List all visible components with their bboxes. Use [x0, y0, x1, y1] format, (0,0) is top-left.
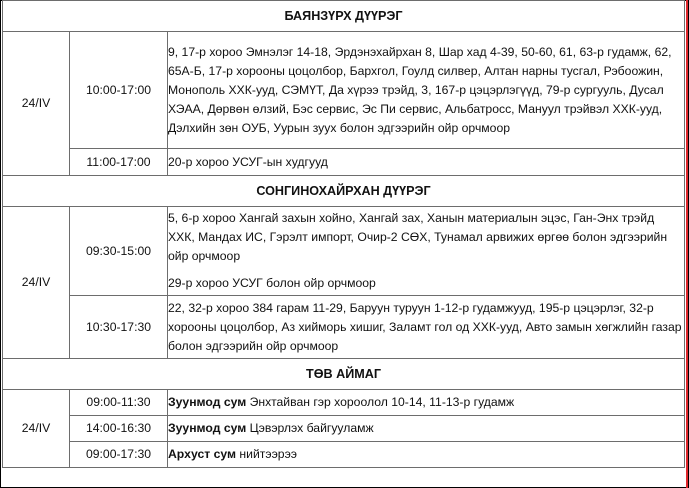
date-cell: 24/IV: [3, 32, 70, 176]
section-header-row: [3, 1, 685, 32]
sum-name: Архуст сум: [168, 447, 237, 461]
location-text: Цэвэрлэх байгууламж: [249, 421, 374, 435]
right-edge-red-line: [686, 0, 688, 488]
table-row: [3, 207, 685, 296]
table-row: [3, 32, 685, 149]
location-cell: [168, 207, 685, 296]
table-row: [3, 416, 685, 442]
section-title: ТӨВ АЙМАГ: [3, 359, 685, 390]
sum-name: Зуунмод сум: [168, 421, 247, 435]
outage-schedule-table: [2, 0, 685, 468]
time-cell: 10:30-17:30: [70, 296, 168, 359]
location-text: 22, 32-р хороо 384 гарам 11-29, Баруун туруун 1-12-р гудамжууд, 195-р цэцэрлэг, 32-р хорооны цоцолбор, Аз хиймoрь хишиг, Заламт гол од ХХК-ууд, Авто замын хөгжлийн газар болон эдгээрийн ойр орчмоор: [168, 300, 682, 353]
date-cell: 24/IV: [3, 390, 70, 468]
location-cell: [168, 442, 685, 468]
table-row: [3, 149, 685, 176]
time-cell: 11:00-17:00: [70, 149, 168, 176]
table-row: [3, 296, 685, 359]
time-cell: 14:00-16:30: [70, 416, 168, 442]
section-title: БАЯНЗҮРХ ДҮҮРЭГ: [3, 1, 685, 32]
table-row: [3, 390, 685, 416]
date-cell: 24/IV: [3, 207, 70, 359]
time-cell: 09:00-17:30: [70, 442, 168, 468]
table-row: [3, 442, 685, 468]
location-text: 5, 6-р хороо Хангай захын хойно, Хангай зах, Ханын материалын эцэс, Ган-Энх трэйд ХХК, Мандах ИС, Гэрэлт импорт, Очир-2 СӨХ, Тунамал арвижих өргөө болон эдгээрийн ойр орчмоор: [168, 211, 668, 263]
location-cell: [168, 149, 685, 176]
time-cell: 09:00-11:30: [70, 390, 168, 416]
location-text: нийтээрээ: [239, 447, 298, 461]
section-header-row: [3, 359, 685, 390]
location-cell: [168, 296, 685, 359]
location-cell: [168, 416, 685, 442]
location-text: 9, 17-р хороо Эмнэлэг 14-18, Эрдэнэхайрхан 8, Шар хад 4-39, 50-60, 61, 63-р гудамж, 62, 65А-Б, 17-р хорооны цоцолбор, Бархгол, Гоулд силвер, Алтан нарны тусгал, Рэбоожин, Монополь ХХК-ууд, СЭМҮТ, Да хүрээ трэйд, 3, 167-р цэцэрлэгүүд, 79-р сургууль, Дусал ХЭАА, Дөрвөн өлзий, Бэс сервис, Эс Пи сервис, Альбатросс, Мануул трэйвэл ХХК-ууд, Дэлхийн зөн ОУБ, Уурын зуух болон эдгээрийн ойр орчмоор: [168, 44, 672, 135]
time-cell: 10:00-17:00: [70, 32, 168, 149]
location-cell: [168, 390, 685, 416]
location-text: Энхтайван гэр хороолол 10-14, 11-13-р гудамж: [249, 395, 515, 409]
time-cell: 09:30-15:00: [70, 207, 168, 296]
location-text: 29-р хороо УСУГ болон ойр орчмоор: [168, 276, 376, 290]
sum-name: Зуунмод сум: [168, 395, 247, 409]
location-cell: [168, 32, 685, 149]
location-text: 20-р хороо УСУГ-ын худгууд: [168, 154, 328, 169]
section-title: СОНГИНОХАЙРХАН ДҮҮРЭГ: [3, 176, 685, 207]
section-header-row: [3, 176, 685, 207]
